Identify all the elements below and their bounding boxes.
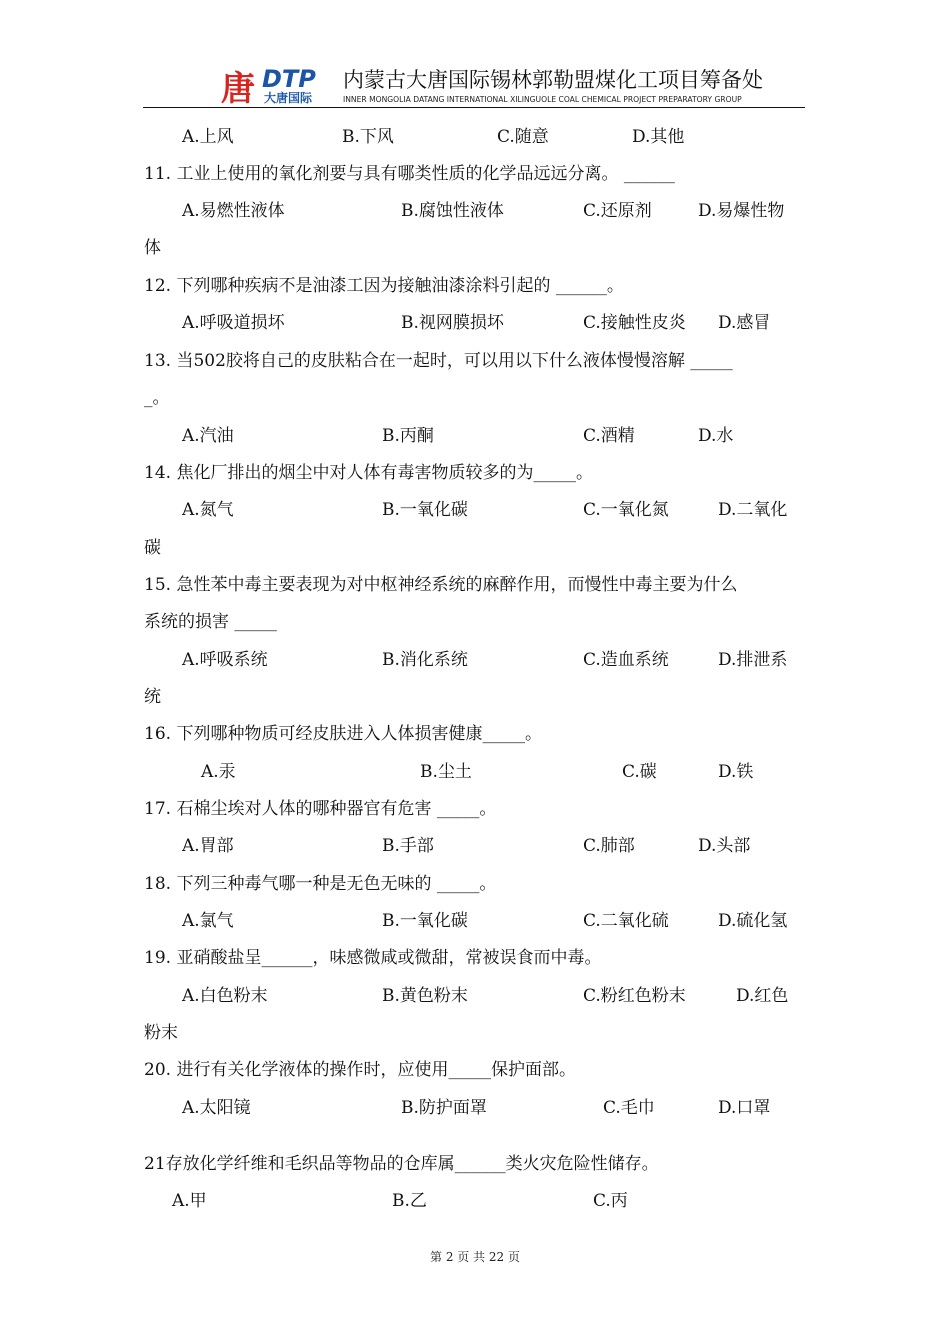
q12-option-b: B.视网膜损坏 (401, 313, 504, 333)
q10-option-a: A.上风 (182, 127, 234, 147)
q17-option-a: A.胃部 (182, 836, 234, 856)
header-title: 内蒙古大唐国际锡林郭勒盟煤化工项目筹备处 (343, 68, 763, 92)
q15-option-a: A.呼吸系统 (182, 650, 268, 670)
q19-option-b: B.黄色粉末 (382, 986, 468, 1006)
q13-option-d: D.水 (698, 426, 734, 446)
q16-option-b: B.尘土 (420, 762, 472, 782)
q19-option-d-wrap: 粉末 (144, 1023, 178, 1043)
q21-option-a: A.甲 (172, 1191, 207, 1211)
datang-logo-mark (219, 67, 257, 107)
q12-option-c: C.接触性皮炎 (583, 313, 686, 333)
q15-option-c: C.造血系统 (583, 650, 669, 670)
q11-option-b: B.腐蚀性液体 (401, 201, 504, 221)
q14-stem: 14. 焦化厂排出的烟尘中对人体有毒害物质较多的为_____。 (144, 463, 593, 483)
q16-option-a: A.汞 (201, 762, 236, 782)
q16-option-d: D.铁 (718, 762, 754, 782)
q19-option-a: A.白色粉末 (182, 986, 268, 1006)
q13-stem: 13. 当502胶将自己的皮肤粘合在一起时，可以用以下什么液体慢慢溶解 _____ (144, 351, 733, 371)
q17-option-c: C.肺部 (583, 836, 635, 856)
q17-option-b: B.手部 (382, 836, 434, 856)
q14-option-a: A.氮气 (182, 500, 234, 520)
q20-option-c: C.毛巾 (603, 1098, 655, 1118)
q10-option-c: C.随意 (497, 127, 549, 147)
q21-option-b: B.乙 (392, 1191, 427, 1211)
q12-option-d: D.感冒 (718, 313, 771, 333)
q15-option-b: B.消化系统 (382, 650, 468, 670)
logo-cn-text: 大唐国际 (264, 91, 313, 105)
q21-stem: 21存放化学纤维和毛织品等物品的仓库属______类火灾危险性储存。 (144, 1154, 659, 1174)
q11-option-d: D.易爆性物 (698, 201, 785, 221)
q17-option-d: D.头部 (698, 836, 751, 856)
q13-option-b: B.丙酮 (382, 426, 434, 446)
q10-option-b: B.下风 (342, 127, 394, 147)
q15-option-d: D.排泄系 (718, 650, 788, 670)
q10-option-d: D.其他 (632, 127, 685, 147)
q14-option-d: D.二氧化 (718, 500, 788, 520)
q19-option-d: D.红色 (736, 986, 789, 1006)
q15-option-d-wrap: 统 (144, 687, 161, 707)
q11-stem: 11. 工业上使用的氧化剂要与具有哪类性质的化学品远远分离。 ______ (144, 164, 675, 184)
q20-option-b: B.防护面罩 (401, 1098, 487, 1118)
page-number-footer: 第 2 页 共 22 页 (430, 1250, 520, 1264)
svg-text:唐: 唐 (221, 69, 255, 107)
q19-option-c: C.粉红色粉末 (583, 986, 686, 1006)
q19-stem: 19. 亚硝酸盐呈______，味感微咸或微甜，常被误食而中毒。 (144, 948, 602, 968)
q15-stem: 15. 急性苯中毒主要表现为对中枢神经系统的麻醉作用，而慢性中毒主要为什么 (144, 575, 738, 595)
q20-option-a: A.太阳镜 (182, 1098, 251, 1118)
q21-option-c: C.丙 (593, 1191, 628, 1211)
q15-stem-cont: 系统的损害 _____ (144, 612, 277, 632)
q16-stem: 16. 下列哪种物质可经皮肤进入人体损害健康_____。 (144, 724, 542, 744)
q14-option-c: C.一氧化氮 (583, 500, 669, 520)
q12-stem: 12. 下列哪种疾病不是油漆工因为接触油漆涂料引起的 ______。 (144, 276, 624, 296)
q14-option-d-wrap: 碳 (144, 538, 161, 558)
q13-stem-cont: _。 (144, 388, 170, 408)
q11-option-a: A.易燃性液体 (182, 201, 285, 221)
q16-option-c: C.碳 (622, 762, 657, 782)
q20-option-d: D.口罩 (718, 1098, 771, 1118)
q11-option-d-wrap: 体 (144, 238, 161, 258)
q12-option-a: A.呼吸道损坏 (182, 313, 285, 333)
q20-stem: 20. 进行有关化学液体的操作时，应使用_____保护面部。 (144, 1060, 576, 1080)
q17-stem: 17. 石棉尘埃对人体的哪种器官有危害 _____。 (144, 799, 497, 819)
logo-dtp-text: DTP (262, 65, 316, 93)
q13-option-c: C.酒精 (583, 426, 635, 446)
q18-option-b: B.一氧化碳 (382, 911, 468, 931)
q13-option-a: A.汽油 (182, 426, 234, 446)
header-subtitle: INNER MONGOLIA DATANG INTERNATIONAL XILINGUOLE COAL CHEMICAL PROJECT PREPARATORY GROUP (343, 95, 742, 104)
q18-option-c: C.二氧化硫 (583, 911, 669, 931)
q18-stem: 18. 下列三种毒气哪一种是无色无味的 _____。 (144, 874, 497, 894)
q14-option-b: B.一氧化碳 (382, 500, 468, 520)
header-rule (143, 107, 805, 108)
q18-option-d: D.硫化氢 (718, 911, 788, 931)
q18-option-a: A.氯气 (182, 911, 234, 931)
q11-option-c: C.还原剂 (583, 201, 652, 221)
